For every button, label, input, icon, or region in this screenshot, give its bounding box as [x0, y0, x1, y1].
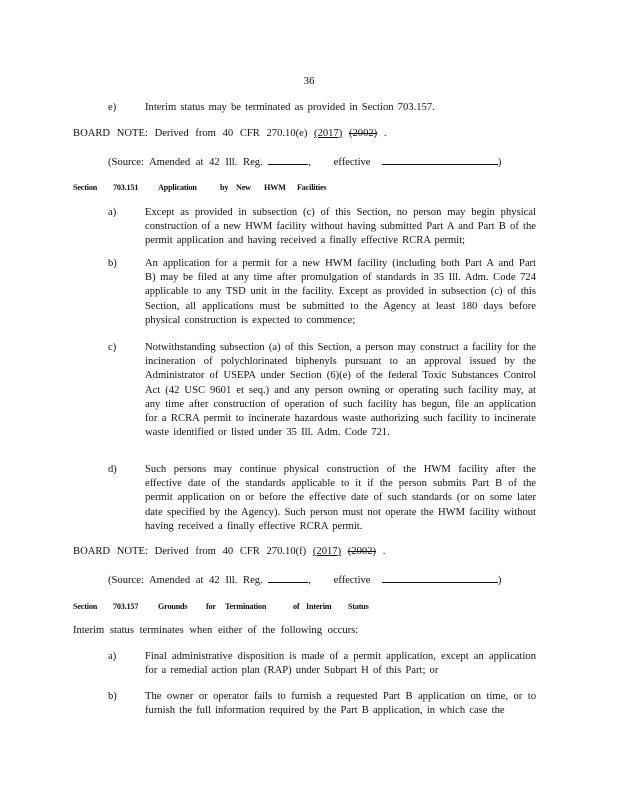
- item-label: c): [108, 342, 117, 353]
- section-title-word: Application: [158, 183, 197, 192]
- source-sep: ,: [308, 575, 312, 586]
- source-note: [108, 572, 501, 588]
- board-note: [73, 545, 385, 559]
- reg-blank: [268, 572, 308, 583]
- section-word: Section: [73, 183, 98, 192]
- section-title-word: Interim: [306, 602, 332, 611]
- item-label: a): [108, 207, 117, 218]
- source-sep: ,: [308, 157, 312, 168]
- item-text: An application for a permit for a new HWM facility (including both Part A and Part B) may be filed at any time after promulgation of standards in 35 Ill. Adm. Code 724 applicable to any TSD unit in the facility. Except as provided in subsection (c) of this Section, all applications must be submitted to the Agency at least 180 days before physical construction is expected to commence;: [145, 258, 536, 326]
- section-title-word: HWM: [264, 183, 286, 192]
- deleted-text: (2002): [348, 128, 378, 139]
- section-title-word: by: [220, 183, 229, 192]
- inserted-text: (2017): [314, 128, 343, 139]
- section-title-word: Facilities: [297, 183, 327, 192]
- board-note: [73, 127, 387, 141]
- board-note-text: BOARD NOTE: Derived from 40 CFR 270.10(e): [73, 128, 308, 139]
- deleted-text: (2002): [347, 546, 377, 557]
- board-note-end: .: [383, 128, 387, 139]
- section-heading: [73, 181, 618, 193]
- section-title-word: Status: [348, 602, 369, 611]
- item-text: Interim status may be terminated as provided in Section 703.157.: [145, 102, 435, 113]
- source-text: (Source: Amended at 42 Ill. Reg.: [108, 575, 263, 586]
- section-intro: Interim status terminates when either of the following occurs:: [73, 625, 359, 636]
- item-label: d): [108, 464, 117, 475]
- effective-label: effective: [333, 575, 371, 586]
- item-label: b): [108, 691, 117, 702]
- item-text: Notwithstanding subsection (a) of this Section, a person may construct a facility for the incineration of polychlorinated biphenyls pursuant to an approval issued by the Administrator of USEPA under Section (6)(e) of the federal Toxic Substances Control Act (42 USC 9601 et seq.) and any person owning or operating such facility may, at any time after construction of operation of such facility has begun, file an application for a RCRA permit to incinerate hazardous waste authorizing such facility to incinerate waste identified or listed under 35 Ill. Adm. Code 721.: [145, 342, 536, 439]
- section-number: 703.151: [113, 183, 139, 192]
- reg-blank: [268, 154, 308, 165]
- item-label: e): [108, 102, 117, 113]
- board-note-end: .: [382, 546, 386, 557]
- section-number: 703.157: [113, 602, 139, 611]
- source-close: ): [497, 575, 502, 586]
- inserted-text: (2017): [312, 546, 342, 557]
- section-title-word: New: [236, 183, 251, 192]
- item-text: The owner or operator fails to furnish a requested Part B application on time, or to furnish the full information required by the Part B application, in which case the: [145, 691, 536, 717]
- section-heading: [73, 600, 618, 612]
- item-label: a): [108, 651, 117, 662]
- section-title-word: Termination: [225, 602, 267, 611]
- effective-blank: [382, 572, 498, 583]
- section-title-word: Grounds: [158, 602, 188, 611]
- effective-label: effective: [333, 157, 371, 168]
- item-label: b): [108, 258, 117, 269]
- source-text: (Source: Amended at 42 Ill. Reg.: [108, 157, 263, 168]
- page-number: 36: [303, 75, 315, 87]
- section-title-word: for: [206, 602, 216, 611]
- board-note-text: BOARD NOTE: Derived from 40 CFR 270.10(f): [73, 546, 307, 557]
- effective-blank: [382, 154, 498, 165]
- item-text: Except as provided in subsection (c) of this Section, no person may begin physical construction of a new HWM facility without having submitted Part A and Part B of the permit application and having received a finally effective RCRA permit;: [145, 207, 536, 247]
- section-word: Section: [73, 602, 98, 611]
- item-text: Such persons may continue physical construction of the HWM facility after the effective date of the standards applicable to it if the person submits Part B of the permit application on or before the effective date of such standards (or on some later date specified by the Agency). Such person must not operate the HWM facility without having received a finally effective RCRA permit.: [145, 464, 536, 532]
- item-text: Final administrative disposition is made of a permit application, except an application for a remedial action plan (RAP) under Subpart H of this Part; or: [145, 651, 536, 677]
- source-close: ): [497, 157, 502, 168]
- source-note: [108, 154, 501, 170]
- section-title-word: of: [293, 602, 300, 611]
